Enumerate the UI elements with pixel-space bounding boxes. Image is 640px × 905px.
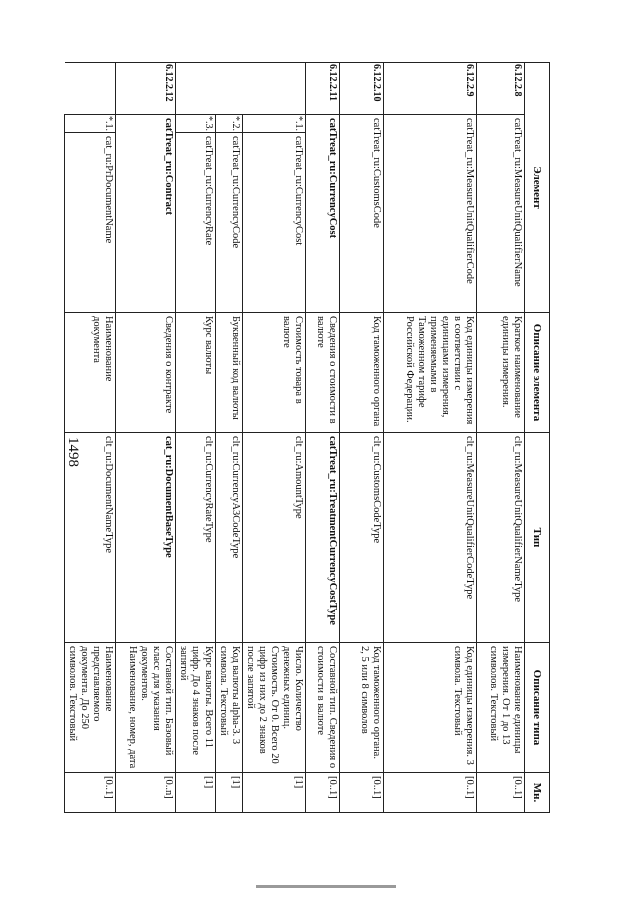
page-number: 1498 <box>65 437 81 467</box>
table-header-row <box>525 63 550 813</box>
type-name: clt_ru:DocumentNameType <box>65 433 116 643</box>
multiplicity: [1] <box>176 773 215 813</box>
header-type: Тип <box>525 433 550 643</box>
element-description: Код единицы измерения в соответствии с единицами измерения, применяемыми в Таможенном тарифе Российской Федерации. <box>384 313 477 433</box>
type-name: clt_ru:CurrencyRateType <box>176 433 215 643</box>
header-multiplicity: Мн. <box>525 773 550 813</box>
header-type-description: Описание типа <box>525 643 550 773</box>
type-description: Код валюты alpha-3. 3 символа. Текстовый <box>215 643 242 773</box>
element-name: catTreat_ru:MeasureUnitQualifierName <box>477 115 525 313</box>
element-name: catTreat_ru:CurrencyCost <box>306 115 340 313</box>
type-description: Курс валюты. Всего 11 цифр. До 4 знаков после запятой <box>176 643 215 773</box>
multiplicity: [1] <box>215 773 242 813</box>
type-name: clt_ru:AmountType <box>242 433 305 643</box>
table-row <box>340 63 384 813</box>
indent-cell <box>65 63 116 115</box>
element-description: Код таможенного органа <box>340 313 384 433</box>
type-description: Код таможенного органа. 2, 5 или 8 символов <box>340 643 384 773</box>
table-row <box>242 63 305 813</box>
row-number: 6.12.2.9 <box>384 63 477 115</box>
row-number: 6.12.2.12 <box>116 63 176 115</box>
header-element-description: Описание элемента <box>525 313 550 433</box>
multiplicity: [0..1] <box>384 773 477 813</box>
type-description: Составной тип. Сведения о стоимости в валюте <box>306 643 340 773</box>
table-row <box>477 63 525 813</box>
type-description: Наименование единицы измерения. От 1 до 13 символов. Текстовый <box>477 643 525 773</box>
table-row <box>65 63 116 813</box>
element-description: Краткое наименование единицы измерения. <box>477 313 525 433</box>
element-description: Курс валюты <box>176 313 215 433</box>
table-row <box>384 63 477 813</box>
type-name: cat_ru:DocumentBaseType <box>116 433 176 643</box>
multiplicity: [0..1] <box>65 773 116 813</box>
element-name: catTreat_ru:Contract <box>116 115 176 313</box>
element-name: catTreat_ru:CustomsCode <box>340 115 384 313</box>
indent-cell <box>176 63 215 115</box>
header-element: Элемент <box>525 63 550 313</box>
table-row <box>116 63 176 813</box>
multiplicity: [0..1] <box>477 773 525 813</box>
type-description: Наименование представляемого документа. До 250 символов. Текстовый <box>65 643 116 773</box>
element-name: cat_ru:PrDocumentName <box>65 133 116 313</box>
multiplicity: [0..n] <box>116 773 176 813</box>
scan-mark <box>256 885 396 888</box>
element-name: catTreat_ru:CurrencyRate <box>176 133 215 313</box>
multiplicity: [0..1] <box>340 773 384 813</box>
element-description: Наименование документа <box>65 313 116 433</box>
type-description: Код единицы измерения. 3 символа. Текстовый <box>384 643 477 773</box>
row-number: 6.12.2.10 <box>340 63 384 115</box>
element-description: Сведения о контракте <box>116 313 176 433</box>
element-name: catTreat_ru:CurrencyCode <box>215 133 242 313</box>
type-description: Составной тип. Базовый класс для указания документов. Наименование, номер, дата <box>116 643 176 773</box>
multiplicity: [0..1] <box>306 773 340 813</box>
element-name: catTreat_ru:CurrencyCost <box>242 133 305 313</box>
element-description: Стоимость товара в валюте <box>242 313 305 433</box>
type-name: clt_ru:MeasureUnitQualifierNameType <box>477 433 525 643</box>
table-row <box>306 63 340 813</box>
row-number: *.2. <box>215 115 242 133</box>
type-name: clt_ru:MeasureUnitQualifierCodeType <box>384 433 477 643</box>
element-description: Буквенный код валюты <box>215 313 242 433</box>
row-number: 6.12.2.8 <box>477 63 525 115</box>
indent-cell <box>215 63 242 115</box>
row-number: *.1. <box>65 115 116 133</box>
element-description: Сведения о стоимости в валюте <box>306 313 340 433</box>
element-name: catTreat_ru:MeasureUnitQualifierCode <box>384 115 477 313</box>
type-name: catTreat_ru:TreatmentCurrencyCostType <box>306 433 340 643</box>
table-row <box>176 63 215 813</box>
table-row <box>215 63 242 813</box>
type-name: clt_ru:CurrencyA3CodeType <box>215 433 242 643</box>
row-number: *.3. <box>176 115 215 133</box>
indent-cell <box>242 63 305 115</box>
element-table <box>64 62 550 813</box>
multiplicity: [1] <box>242 773 305 813</box>
row-number: 6.12.2.11 <box>306 63 340 115</box>
type-name: clt_ru:CustomsCodeType <box>340 433 384 643</box>
type-description: Число. Количество денежных единиц. Стоимость. От 0. Всего 20 цифр из них до 2 знаков после запятой <box>242 643 305 773</box>
row-number: *.1. <box>242 115 305 133</box>
